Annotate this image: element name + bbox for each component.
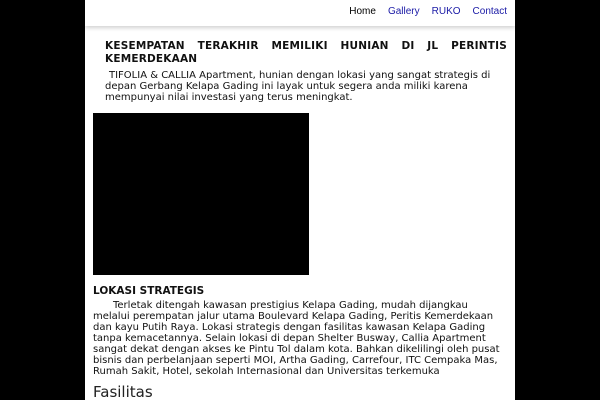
page-container — [85, 0, 515, 400]
main-nav — [349, 6, 507, 17]
top-navbar — [85, 0, 515, 26]
nav-contact[interactable]: Contact — [472, 6, 507, 17]
video-embed[interactable] — [93, 113, 309, 275]
facilities-title: Fasilitas — [93, 383, 153, 400]
nav-gallery[interactable]: Gallery — [387, 6, 420, 17]
location-text: Terletak ditengah kawasan prestigius Kelapa Gading, mudah dijangkau melalui perempatan jalur utama Boulevard Kelapa Gading, Peritis Kemerdekaan dan kayu Putih Raya. Lokasi strategis dengan fasilitas kawasan Kelapa Gading tanpa kemacetannya. Selain lokasi di depan Shelter Busway, Callia Apartment sangat dekat dengan akses ke Pintu Tol dalam kota. Bahkan dikelilingi oleh pusat bisnis dan perbelanjaan seperti MOI, Artha Gading, Carrefour, ITC Cempaka Mas, Rumah Sakit, Hotel, sekolah Internasional dan Universitas terkemuka — [93, 300, 500, 377]
main-content — [93, 40, 507, 400]
nav-home[interactable]: Home — [349, 6, 376, 17]
intro-text: TIFOLIA & CALLIA Apartment, hunian dengan lokasi yang sangat strategis di depan Gerbang Kelapa Gading ini layak untuk segera anda miliki karena mempunyai nilai investasi yang terus meningkat. — [105, 70, 491, 103]
location-title: LOKASI STRATEGIS — [93, 285, 205, 297]
page-headline: KESEMPATAN TERAKHIR MEMILIKI HUNIAN DI JL PERINTIS KEMERDEKAAN — [105, 40, 507, 65]
nav-ruko[interactable]: RUKO — [431, 6, 461, 17]
